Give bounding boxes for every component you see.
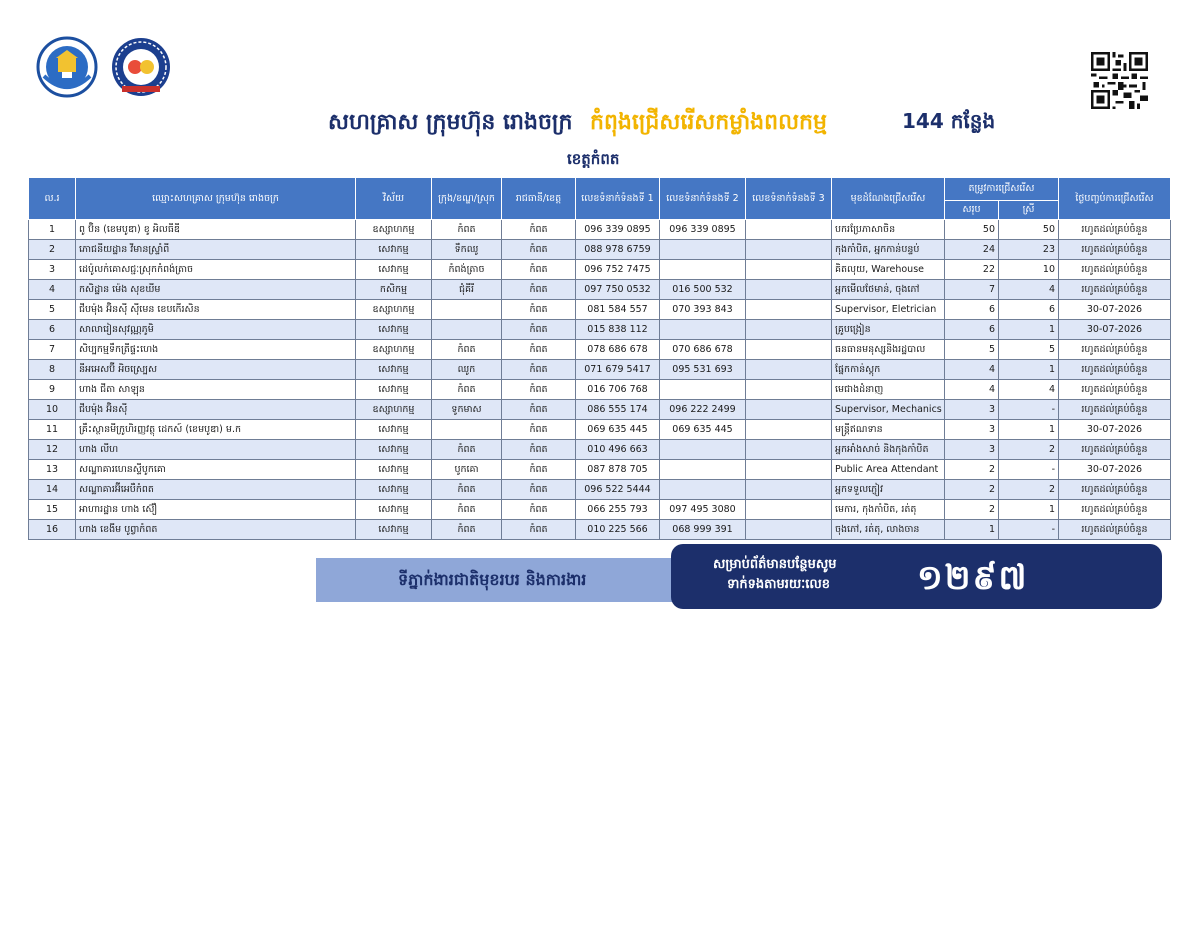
cell-phone-3 xyxy=(746,420,832,440)
cell-company-name: ហាង ខេងីម បូព្វាកំពត xyxy=(76,520,356,540)
cell-position: គិតលុយ, Warehouse xyxy=(832,260,945,280)
cell-sector: សេវាកម្ម xyxy=(356,380,432,400)
cell-company-name: កសិដ្ឋាន ម៉េង សុខឃីម xyxy=(76,280,356,300)
cell-province: កំពត xyxy=(502,420,576,440)
cell-total-needed: 3 xyxy=(945,440,999,460)
cell-province: កំពត xyxy=(502,240,576,260)
cell-row-number: 9 xyxy=(29,380,76,400)
cell-sector: ឧស្សាហកម្ម xyxy=(356,220,432,240)
cell-sector: សេវាកម្ម xyxy=(356,440,432,460)
cell-row-number: 5 xyxy=(29,300,76,320)
table-row xyxy=(29,400,1171,420)
cell-company-name: សាលារៀនសុវណ្ណភូមិ xyxy=(76,320,356,340)
cell-sector: ឧស្សាហកម្ម xyxy=(356,400,432,420)
cell-deadline: រហូតដល់គ្រប់ចំនួន xyxy=(1059,440,1171,460)
contact-info-line1: សម្រាប់ព័ត៌មានបន្ថែមសូម xyxy=(713,557,837,572)
cell-female-needed: 1 xyxy=(999,320,1059,340)
cell-sector: ឧស្សាហកម្ម xyxy=(356,340,432,360)
cell-female-needed: 4 xyxy=(999,380,1059,400)
cell-province: កំពត xyxy=(502,460,576,480)
cell-female-needed: 50 xyxy=(999,220,1059,240)
cell-company-name: សណ្ឋាគារអ៊ីអេបឺកំពត xyxy=(76,480,356,500)
cell-phone-3 xyxy=(746,240,832,260)
cell-deadline: រហូតដល់គ្រប់ចំនួន xyxy=(1059,400,1171,420)
title-row xyxy=(0,108,1200,138)
cell-company-name: សិប្បកម្មទឹកត្រីផ្ទះហេង xyxy=(76,340,356,360)
cell-total-needed: 7 xyxy=(945,280,999,300)
cell-company-name: ដេប៉ូលក់គោសជ្ជៈស្រុកកំពង់ត្រាច xyxy=(76,260,356,280)
cell-deadline: រហូតដល់គ្រប់ចំនួន xyxy=(1059,340,1171,360)
cell-sector: សេវាកម្ម xyxy=(356,260,432,280)
cell-row-number: 14 xyxy=(29,480,76,500)
cell-phone-3 xyxy=(746,220,832,240)
cell-company-name: នីអអេសប៊ី អិចស្រ្បេស xyxy=(76,360,356,380)
cell-row-number: 4 xyxy=(29,280,76,300)
cell-phone-2: 016 500 532 xyxy=(660,280,746,300)
cell-phone-2: 096 222 2499 xyxy=(660,400,746,420)
col-district: ក្រុង/ខណ្ឌ/ស្រុក xyxy=(432,178,502,220)
table-row xyxy=(29,340,1171,360)
cell-phone-3 xyxy=(746,280,832,300)
cell-company-name: ជីបម៉ុង អ៊ិនស៊ី ស៊ីមេន ខេបកើរសិន xyxy=(76,300,356,320)
contact-info-line2: ទាក់ទងតាមរយៈលេខ xyxy=(727,577,830,592)
cell-position: Public Area Attendant xyxy=(832,460,945,480)
cell-deadline: 30-07-2026 xyxy=(1059,420,1171,440)
recruiting-title: កំពុងជ្រើសរើសកម្លាំងពលកម្ម xyxy=(590,110,827,135)
cell-deadline: 30-07-2026 xyxy=(1059,300,1171,320)
table-row xyxy=(29,520,1171,540)
cell-female-needed: - xyxy=(999,460,1059,480)
agency-banner xyxy=(316,558,716,602)
cell-district: កំពត xyxy=(432,480,502,500)
cell-phone-2 xyxy=(660,440,746,460)
table-row xyxy=(29,420,1171,440)
cell-sector: សេវាកម្ម xyxy=(356,500,432,520)
cell-row-number: 2 xyxy=(29,240,76,260)
cell-deadline: រហូតដល់គ្រប់ចំនួន xyxy=(1059,280,1171,300)
cell-position: មន្ត្រីឥណទាន xyxy=(832,420,945,440)
cell-phone-3 xyxy=(746,400,832,420)
cell-company-name: ពូ ប៊ិន (ខេមបូឌា) ខូ អិលធីឌី xyxy=(76,220,356,240)
cell-row-number: 7 xyxy=(29,340,76,360)
cell-sector: កសិកម្ម xyxy=(356,280,432,300)
cell-female-needed: - xyxy=(999,520,1059,540)
cell-phone-1: 016 706 768 xyxy=(576,380,660,400)
table-row xyxy=(29,260,1171,280)
cell-row-number: 10 xyxy=(29,400,76,420)
cell-district xyxy=(432,300,502,320)
cell-female-needed: 1 xyxy=(999,360,1059,380)
cell-company-name: ភោជនីយដ្ឋាន វីមានស្ទ្រាំពី xyxy=(76,240,356,260)
cell-sector: សេវាកម្ម xyxy=(356,360,432,380)
col-sector: វិស័យ xyxy=(356,178,432,220)
cell-company-name: សណ្ឋាគារហេនស្ទីបូកគោ xyxy=(76,460,356,480)
cell-phone-3 xyxy=(746,380,832,400)
cell-province: កំពត xyxy=(502,280,576,300)
cell-district: កំពត xyxy=(432,340,502,360)
cell-phone-1: 087 878 705 xyxy=(576,460,660,480)
cell-phone-2: 097 495 3080 xyxy=(660,500,746,520)
cell-position: អ្នកអាំងសាច់ និងកុងកាំបិត xyxy=(832,440,945,460)
cell-sector: សេវាកម្ម xyxy=(356,320,432,340)
table-row xyxy=(29,220,1171,240)
cell-deadline: 30-07-2026 xyxy=(1059,460,1171,480)
table-row xyxy=(29,500,1171,520)
cell-deadline: រហូតដល់គ្រប់ចំនួន xyxy=(1059,360,1171,380)
table-row xyxy=(29,360,1171,380)
cell-phone-2: 069 635 445 xyxy=(660,420,746,440)
table-row xyxy=(29,320,1171,340)
cell-district: ឈូក xyxy=(432,360,502,380)
table-row xyxy=(29,380,1171,400)
cell-sector: ឧស្សាហកម្ម xyxy=(356,300,432,320)
col-deadline: ថ្ងៃបញ្ចប់ការជ្រើសរើស xyxy=(1059,178,1171,220)
cell-position: ធនធានមនុស្សនិងរដ្ឋបាល xyxy=(832,340,945,360)
cell-position: ចុងភៅ, រត់តុ, លាងចាន xyxy=(832,520,945,540)
cell-company-name: អាហារដ្ឋាន ហាង ស៊ឿ xyxy=(76,500,356,520)
cell-row-number: 16 xyxy=(29,520,76,540)
cell-position: Supervisor, Eletrician xyxy=(832,300,945,320)
agency-name: ទីភ្នាក់ងារជាតិមុខរបរ និងការងារ xyxy=(398,570,587,589)
cell-total-needed: 2 xyxy=(945,500,999,520)
cell-total-needed: 22 xyxy=(945,260,999,280)
cell-deadline: រហូតដល់គ្រប់ចំនួន xyxy=(1059,480,1171,500)
cell-district: ទូកមាស xyxy=(432,400,502,420)
cell-company-name: ហាង លីហ xyxy=(76,440,356,460)
col-company: ឈ្មោះសហគ្រាស ក្រុមហ៊ុន រោងចក្រ xyxy=(76,178,356,220)
cell-sector: សេវាកម្ម xyxy=(356,480,432,500)
cell-phone-3 xyxy=(746,460,832,480)
cell-district xyxy=(432,320,502,340)
cell-deadline: រហូតដល់គ្រប់ចំនួន xyxy=(1059,260,1171,280)
table-row xyxy=(29,240,1171,260)
cell-phone-3 xyxy=(746,320,832,340)
cell-sector: សេវាកម្ម xyxy=(356,460,432,480)
cell-row-number: 1 xyxy=(29,220,76,240)
cell-female-needed: 5 xyxy=(999,340,1059,360)
cell-position: កុងកាំបិត, អ្នកកាន់បន្ទប់ xyxy=(832,240,945,260)
table-row xyxy=(29,440,1171,460)
cell-row-number: 11 xyxy=(29,420,76,440)
col-position: មុខដំណែងជ្រើសរើស xyxy=(832,178,945,220)
page-title: សហគ្រាស ក្រុមហ៊ុន រោងចក្រ xyxy=(328,110,573,135)
cell-row-number: 6 xyxy=(29,320,76,340)
cell-phone-1: 086 555 174 xyxy=(576,400,660,420)
cell-deadline: រហូតដល់គ្រប់ចំនួន xyxy=(1059,520,1171,540)
cell-province: កំពត xyxy=(502,400,576,420)
table-row xyxy=(29,280,1171,300)
cell-district: កំពត xyxy=(432,500,502,520)
cell-district: ទឹកឈូ xyxy=(432,240,502,260)
cell-sector: សេវាកម្ម xyxy=(356,520,432,540)
cell-phone-1: 096 339 0895 xyxy=(576,220,660,240)
cell-phone-2: 070 686 678 xyxy=(660,340,746,360)
cell-district: ជុំគីរី xyxy=(432,280,502,300)
cell-province: កំពត xyxy=(502,360,576,380)
cell-phone-1: 088 978 6759 xyxy=(576,240,660,260)
cell-phone-3 xyxy=(746,300,832,320)
table-row xyxy=(29,480,1171,500)
cell-row-number: 8 xyxy=(29,360,76,380)
cell-phone-1: 069 635 445 xyxy=(576,420,660,440)
cell-phone-2 xyxy=(660,480,746,500)
cell-female-needed: 10 xyxy=(999,260,1059,280)
cell-company-name: ហាង ជីតា សាឡុន xyxy=(76,380,356,400)
cell-phone-1: 071 679 5417 xyxy=(576,360,660,380)
cell-province: កំពត xyxy=(502,320,576,340)
cell-position: អ្នកទទួលភ្ញៀវ xyxy=(832,480,945,500)
cell-total-needed: 5 xyxy=(945,340,999,360)
cell-province: កំពត xyxy=(502,480,576,500)
cell-province: កំពត xyxy=(502,440,576,460)
cell-position: មេការ, កុងកាំបិត, រត់តុ xyxy=(832,500,945,520)
cell-phone-2: 095 531 693 xyxy=(660,360,746,380)
cell-total-needed: 24 xyxy=(945,240,999,260)
cell-district xyxy=(432,420,502,440)
cell-phone-3 xyxy=(746,340,832,360)
qr-code-icon[interactable] xyxy=(1091,52,1148,109)
cell-deadline: រហូតដល់គ្រប់ចំនួន xyxy=(1059,380,1171,400)
cell-phone-3 xyxy=(746,360,832,380)
table-header-row xyxy=(29,178,1171,201)
contact-box xyxy=(671,544,1162,609)
cell-female-needed: 1 xyxy=(999,500,1059,520)
col-total: សរុប xyxy=(945,201,999,220)
col-province: រាជធានី/ខេត្ត xyxy=(502,178,576,220)
cell-phone-1: 010 496 663 xyxy=(576,440,660,460)
cell-female-needed: - xyxy=(999,400,1059,420)
ministry-logo-icon xyxy=(36,36,98,98)
cell-phone-1: 081 584 557 xyxy=(576,300,660,320)
cell-position: មេជាងដំនាញ xyxy=(832,380,945,400)
cell-total-needed: 2 xyxy=(945,480,999,500)
cell-total-needed: 6 xyxy=(945,320,999,340)
col-female: ស្រី xyxy=(999,201,1059,220)
cell-company-name: គ្រឹះស្ថានមីក្រូហិរញ្ញវត្ថុ ដេកស៍ (ខេមបូឌា) ម.ក xyxy=(76,420,356,440)
cell-row-number: 13 xyxy=(29,460,76,480)
cell-phone-3 xyxy=(746,520,832,540)
cell-district: កំពត xyxy=(432,220,502,240)
cell-province: កំពត xyxy=(502,520,576,540)
cell-row-number: 15 xyxy=(29,500,76,520)
cell-phone-2: 096 339 0895 xyxy=(660,220,746,240)
cell-position: Supervisor, Mechanics xyxy=(832,400,945,420)
cell-position: អ្នកមើលថែមាន់, ចុងភៅ xyxy=(832,280,945,300)
cell-female-needed: 4 xyxy=(999,280,1059,300)
col-need: តម្រូវការជ្រើសរើស xyxy=(945,178,1059,201)
cell-province: កំពត xyxy=(502,340,576,360)
cell-phone-1: 066 255 793 xyxy=(576,500,660,520)
cell-deadline: រហូតដល់គ្រប់ចំនួន xyxy=(1059,220,1171,240)
cell-phone-1: 015 838 112 xyxy=(576,320,660,340)
table-body xyxy=(29,220,1171,540)
cell-total-needed: 4 xyxy=(945,380,999,400)
cell-phone-1: 078 686 678 xyxy=(576,340,660,360)
cell-phone-3 xyxy=(746,260,832,280)
cell-total-needed: 3 xyxy=(945,400,999,420)
cell-row-number: 3 xyxy=(29,260,76,280)
agency-logo-icon xyxy=(110,36,172,98)
cell-province: កំពត xyxy=(502,220,576,240)
cell-deadline: រហូតដល់គ្រប់ចំនួន xyxy=(1059,240,1171,260)
cell-phone-2 xyxy=(660,320,746,340)
cell-female-needed: 23 xyxy=(999,240,1059,260)
col-phone3: លេខទំនាក់ទំនងទី 3 xyxy=(746,178,832,220)
cell-deadline: 30-07-2026 xyxy=(1059,320,1171,340)
cell-position: គ្រូបង្រៀន xyxy=(832,320,945,340)
cell-phone-2: 068 999 391 xyxy=(660,520,746,540)
col-no: ល.រ xyxy=(29,178,76,220)
cell-phone-1: 096 752 7475 xyxy=(576,260,660,280)
cell-phone-2: 070 393 843 xyxy=(660,300,746,320)
cell-phone-3 xyxy=(746,480,832,500)
cell-province: កំពត xyxy=(502,260,576,280)
cell-deadline: រហូតដល់គ្រប់ចំនួន xyxy=(1059,500,1171,520)
table-row xyxy=(29,460,1171,480)
cell-sector: សេវាកម្ម xyxy=(356,240,432,260)
cell-phone-1: 010 225 566 xyxy=(576,520,660,540)
table-row xyxy=(29,300,1171,320)
cell-phone-1: 097 750 0532 xyxy=(576,280,660,300)
cell-district: បូកគោ xyxy=(432,460,502,480)
cell-phone-1: 096 522 5444 xyxy=(576,480,660,500)
cell-phone-2 xyxy=(660,240,746,260)
cell-female-needed: 1 xyxy=(999,420,1059,440)
cell-position: ផ្នែកកាន់ស្តុក xyxy=(832,360,945,380)
hotline-number[interactable]: ១២៩៧ xyxy=(917,558,1029,598)
cell-phone-3 xyxy=(746,500,832,520)
cell-province: កំពត xyxy=(502,380,576,400)
cell-female-needed: 2 xyxy=(999,480,1059,500)
cell-phone-2 xyxy=(660,380,746,400)
col-phone2: លេខទំនាក់ទំនងទី 2 xyxy=(660,178,746,220)
cell-total-needed: 3 xyxy=(945,420,999,440)
positions-count: 144 កន្លែង xyxy=(902,109,996,133)
cell-district: កំពត xyxy=(432,380,502,400)
col-phone1: លេខទំនាក់ទំនងទី 1 xyxy=(576,178,660,220)
cell-phone-3 xyxy=(746,440,832,460)
province-subtitle: ខេត្តកំពត xyxy=(567,150,620,168)
cell-total-needed: 2 xyxy=(945,460,999,480)
cell-company-name: ជីបម៉ុង អ៊ិនស៊ី xyxy=(76,400,356,420)
cell-total-needed: 1 xyxy=(945,520,999,540)
cell-total-needed: 50 xyxy=(945,220,999,240)
cell-female-needed: 2 xyxy=(999,440,1059,460)
cell-province: កំពត xyxy=(502,500,576,520)
cell-position: បករប្រែភាសាចិន xyxy=(832,220,945,240)
cell-province: កំពត xyxy=(502,300,576,320)
job-table xyxy=(28,177,1171,540)
cell-district: កំពត xyxy=(432,440,502,460)
cell-phone-2 xyxy=(660,460,746,480)
cell-district: កំពង់ត្រាច xyxy=(432,260,502,280)
cell-phone-2 xyxy=(660,260,746,280)
cell-total-needed: 6 xyxy=(945,300,999,320)
cell-sector: សេវាកម្ម xyxy=(356,420,432,440)
cell-total-needed: 4 xyxy=(945,360,999,380)
cell-female-needed: 6 xyxy=(999,300,1059,320)
cell-district: កំពត xyxy=(432,520,502,540)
cell-row-number: 12 xyxy=(29,440,76,460)
